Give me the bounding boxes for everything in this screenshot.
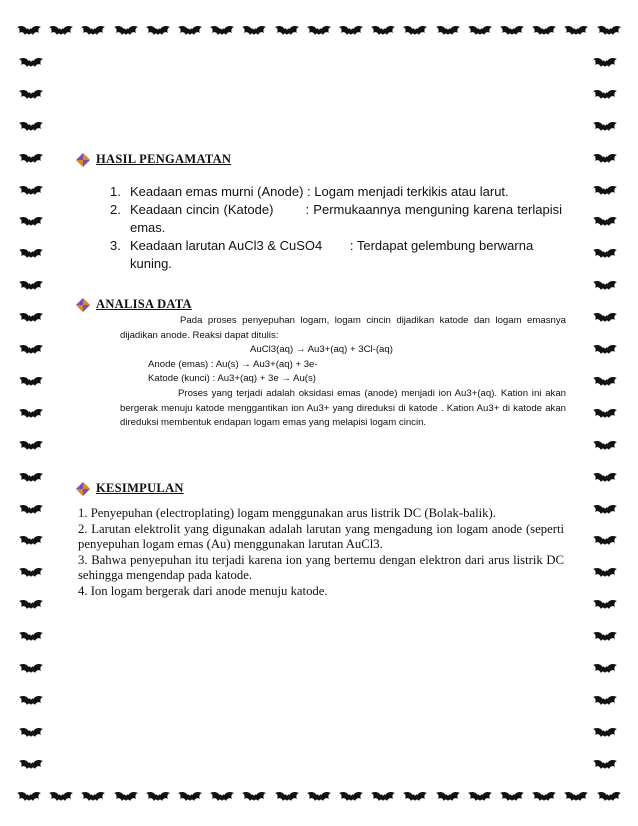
list-item: 3. Bahwa penyepuhan itu terjadi karena ion yang bertemu dengan elektron dari arus listrik DC sehingga mengendap pada katode. [78, 552, 564, 582]
diamond-bullet-icon [76, 153, 90, 167]
list-item: 2. Keadaan cincin (Katode) : Permukaannya menguning karena terlapisi emas. [110, 202, 562, 235]
analisa-intro: Pada proses penyepuhan logam, logam cincin dijadikan katode dan logam emasnya dijadikan anode. Reaksi dapat ditulis: [120, 315, 566, 341]
katode-equation: Katode (kunci) : Au3+(aq) + 3e → Au(s) [148, 373, 316, 385]
kesimpulan-heading [76, 481, 184, 496]
analisa-conclusion: Proses yang terjadi adalah oksidasi emas (anode) menjadi ion Au3+(aq). Kation ini akan bergerak menuju katode menggantikan ion Au3+ yang direduksi di katode . Kation Au3+ di katode akan direduksi membentuk endapan logam emas yang melapisi logam cincin. [120, 387, 566, 429]
hasil-heading [76, 152, 231, 167]
reaction-equation: AuCl3(aq) → Au3+(aq) + 3Cl-(aq) [250, 344, 393, 356]
analisa-heading [76, 297, 192, 312]
kesimpulan-list [78, 506, 564, 599]
diamond-bullet-icon [76, 298, 90, 312]
analisa-body [120, 314, 566, 431]
list-item: 3. Keadaan larutan AuCl3 & CuSO4 : Terdapat gelembung berwarna kuning. [110, 238, 534, 271]
kesimpulan-title: KESIMPULAN [96, 481, 184, 495]
diamond-bullet-icon [76, 482, 90, 496]
anode-equation: Anode (emas) : Au(s) → Au3+(aq) + 3e- [148, 358, 318, 370]
hasil-title: HASIL PENGAMATAN [96, 152, 232, 166]
hasil-list [110, 183, 562, 273]
list-item: 2. Larutan elektrolit yang digunakan adalah larutan yang mengadung ion logam anode (seperti penyepuhan logam emas (Au) menggunakan larutan AuCl3. [78, 521, 564, 551]
list-item: 1. Penyepuhan (electroplating) logam menggunakan arus listrik DC (Bolak-balik). [78, 506, 496, 520]
list-item: 1. Keadaan emas murni (Anode) : Logam menjadi terkikis atau larut. [110, 184, 509, 199]
list-item: 4. Ion logam bergerak dari anode menuju katode. [78, 583, 328, 598]
analisa-title: ANALISA DATA [96, 297, 192, 311]
